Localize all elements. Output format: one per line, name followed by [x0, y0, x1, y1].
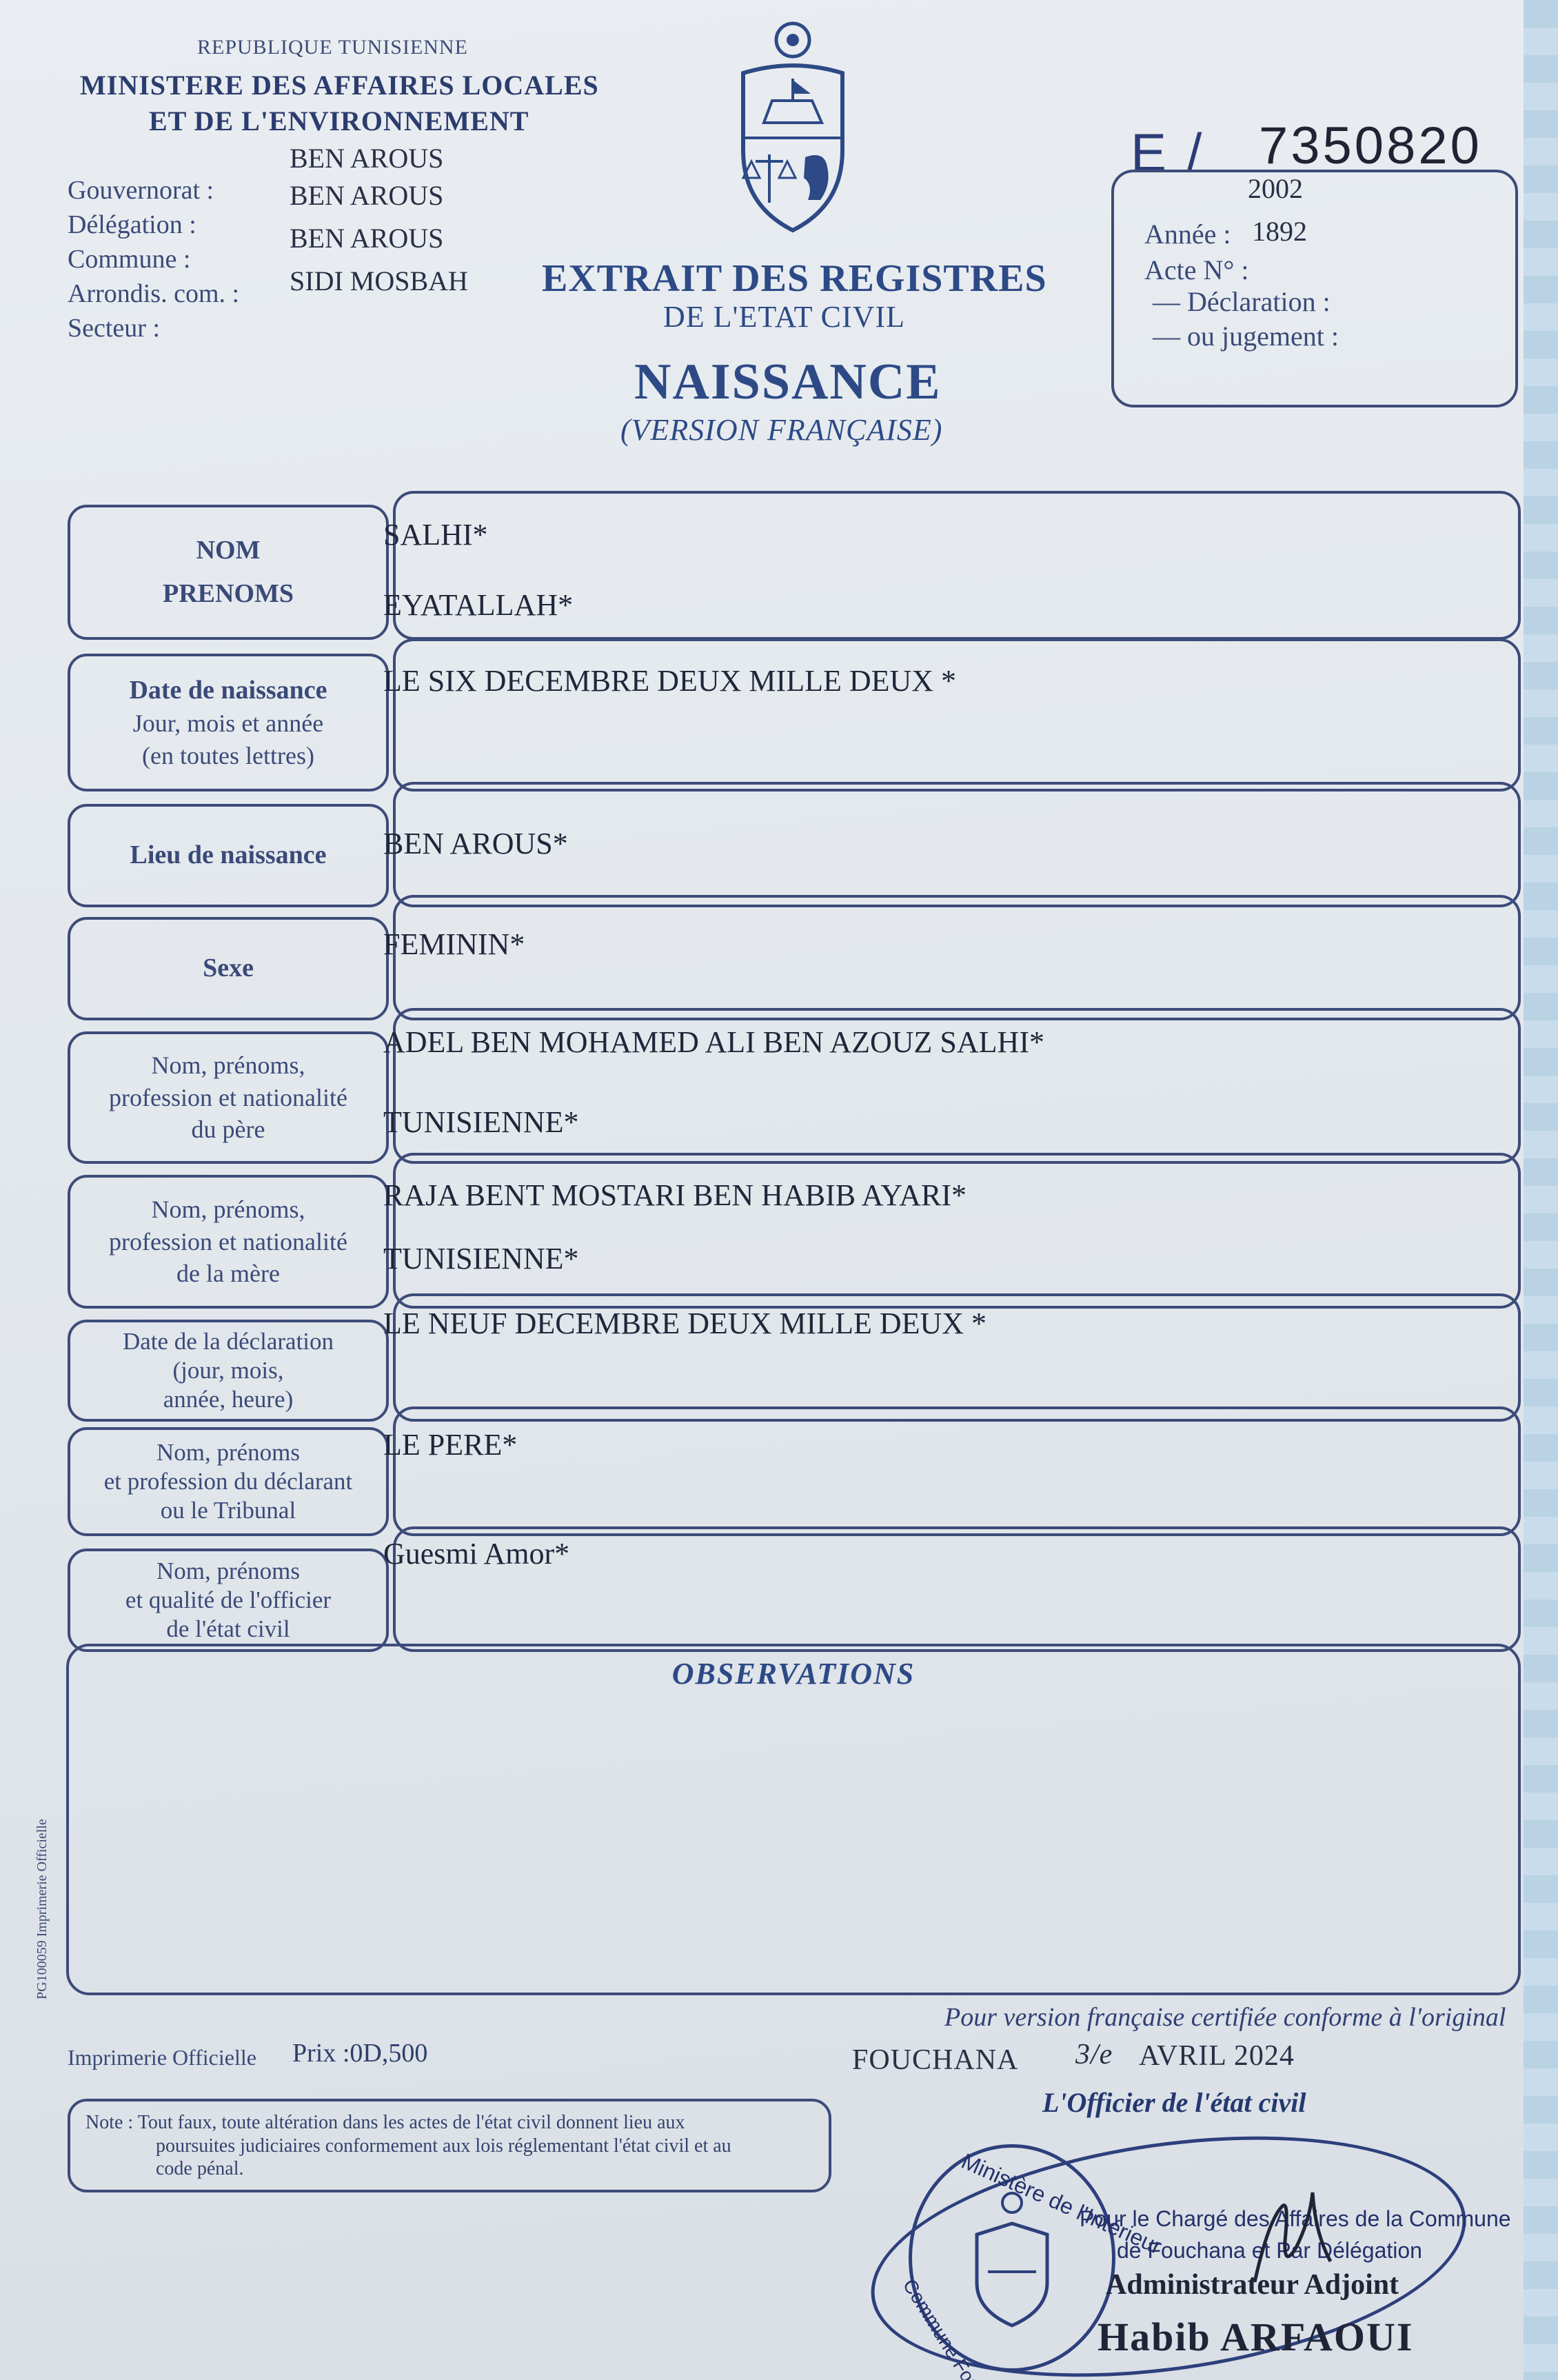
row-label-officer: [68, 1549, 389, 1652]
mother-label-1: Nom, prénoms,: [151, 1195, 305, 1223]
row-value-declarant: [393, 1406, 1521, 1536]
certified-label: Pour version française certifiée conforme à l'original: [944, 2003, 1506, 2032]
declaration-date-label-1: Date de la déclaration: [122, 1328, 334, 1355]
month-year-label: AVRIL 2024: [1139, 2040, 1295, 2072]
sex-value: FEMININ*: [383, 927, 525, 961]
legal-note-line1: Note : Tout faux, toute altération dans les actes de l'état civil donnent lieu aux: [85, 2112, 685, 2133]
row-label-birth-place: [68, 804, 389, 907]
father-label-3: du père: [191, 1116, 265, 1144]
declarant-label-2: et profession du déclarant: [103, 1468, 353, 1495]
republic-label: REPUBLIQUE TUNISIENNE: [197, 36, 468, 59]
declaration-date-label-3: année, heure): [163, 1386, 294, 1413]
father-name-value: ADEL BEN MOHAMED ALI BEN AZOUZ SALHI*: [383, 1025, 1044, 1059]
title-line2: DE L'ETAT CIVIL: [663, 300, 905, 334]
arrondissement-label: Arrondis. com. :: [68, 279, 240, 308]
officer-label-3: de l'état civil: [166, 1615, 290, 1642]
ministry-line2: ET DE L'ENVIRONNEMENT: [149, 105, 529, 137]
legal-note: [68, 2099, 831, 2192]
delegation-value: BEN AROUS: [290, 223, 444, 254]
row-label-declarant: [68, 1427, 389, 1536]
row-value-birth-date: [393, 638, 1521, 791]
row-label-father: [68, 1031, 389, 1164]
commune-label: Commune :: [68, 245, 191, 274]
declarant-value: LE PERE*: [383, 1428, 518, 1462]
officer-label-2: et qualité de l'officier: [125, 1586, 332, 1613]
officer-label-1: Nom, prénoms: [156, 1557, 301, 1584]
sex-label: Sexe: [203, 954, 254, 983]
declaration-date-label-2: (jour, mois,: [172, 1357, 284, 1384]
title-line1: EXTRAIT DES REGISTRES: [542, 257, 1047, 300]
birth-place-value: BEN AROUS*: [383, 827, 568, 860]
declarant-label-1: Nom, prénoms: [156, 1439, 301, 1466]
signature-icon: [1241, 2179, 1344, 2289]
reference-number: 7350820: [1259, 117, 1482, 175]
row-value-sex: [393, 895, 1521, 1020]
stamp-line1: Pour le Chargé des Affaires de la Commune: [1080, 2206, 1511, 2231]
signatory-name: Habib ARFAOUI: [1097, 2315, 1414, 2359]
acte-year-written: 2002: [1248, 173, 1303, 204]
delegation-label: Délégation :: [68, 210, 196, 239]
legal-note-line2: poursuites judiciaires conformement aux lois réglementant l'état civil et au: [156, 2135, 731, 2157]
place-label: FOUCHANA: [852, 2044, 1019, 2076]
officer-title-label: L'Officier de l'état civil: [1042, 2087, 1306, 2118]
mother-nationality-value: TUNISIENNE*: [383, 1242, 579, 1275]
annee-value: 1892: [1252, 216, 1307, 247]
row-label-sex: [68, 917, 389, 1020]
region-top: BEN AROUS: [290, 143, 444, 174]
mother-label-3: de la mère: [176, 1260, 280, 1288]
birth-place-label: Lieu de naissance: [130, 840, 327, 870]
observations-box: [66, 1644, 1521, 1995]
declaration-date-value: LE NEUF DECEMBRE DEUX MILLE DEUX *: [383, 1307, 987, 1340]
stamp-line2: de Fouchana et Par Délégation: [1117, 2238, 1422, 2263]
gouvernorat-value: BEN AROUS: [290, 180, 444, 211]
seal-ring-top-text: Ministère de l'Intérieur: [958, 2148, 1166, 2259]
row-label-declaration-date: [68, 1320, 389, 1422]
stamp-line3: Administrateur Adjoint: [1106, 2269, 1399, 2301]
reference-prefix: E /: [1131, 122, 1205, 183]
document-type-title: NAISSANCE: [634, 354, 942, 410]
paper-edge: [1524, 0, 1558, 2380]
gouvernorat-label: Gouvernorat :: [68, 176, 214, 205]
officer-value: Guesmi Amor*: [383, 1537, 570, 1571]
annee-label: Année :: [1144, 219, 1231, 250]
prenoms-value: EYATALLAH*: [383, 588, 574, 622]
declarant-label-3: ou le Tribunal: [160, 1497, 296, 1524]
row-label-birth-date: [68, 654, 389, 791]
acte-number-label: Acte N° :: [1144, 254, 1249, 285]
father-label-1: Nom, prénoms,: [151, 1051, 305, 1079]
jugement-label: — ou jugement :: [1153, 321, 1339, 352]
nom-label: NOM: [196, 535, 261, 565]
row-value-mother: [393, 1153, 1521, 1309]
father-label-2: profession et nationalité: [109, 1083, 347, 1111]
birth-date-sub2: (en toutes lettres): [142, 741, 314, 769]
price-label: Prix :0D,500: [292, 2039, 428, 2068]
birth-date-sub1: Jour, mois et année: [132, 709, 324, 737]
legal-note-line3: code pénal.: [156, 2158, 244, 2180]
observations-title: OBSERVATIONS: [671, 1657, 915, 1691]
declaration-label: — Déclaration :: [1153, 286, 1331, 317]
secteur-label: Secteur :: [68, 314, 161, 343]
birth-date-label: Date de naissance: [129, 675, 327, 705]
mother-label-2: profession et nationalité: [109, 1227, 347, 1255]
ministry-line1: MINISTERE DES AFFAIRES LOCALES: [80, 70, 599, 101]
birth-date-value: LE SIX DECEMBRE DEUX MILLE DEUX *: [383, 664, 957, 698]
imprimerie-side-label: PG100059 Imprimerie Officielle: [34, 1819, 50, 1999]
imprimerie-label: Imprimerie Officielle: [68, 2045, 256, 2070]
day-label: 3/e: [1075, 2039, 1113, 2070]
nom-value: SALHI*: [383, 518, 488, 552]
row-label-nom-prenoms: [68, 505, 389, 640]
prenoms-label: PRENOMS: [163, 579, 294, 608]
coat-of-arms-icon: [731, 19, 855, 240]
arrondissement-value: SIDI MOSBAH: [290, 265, 468, 296]
row-label-mother: [68, 1175, 389, 1309]
father-nationality-value: TUNISIENNE*: [383, 1105, 579, 1139]
version-label: (VERSION FRANÇAISE): [620, 413, 943, 447]
mother-name-value: RAJA BENT MOSTARI BEN HABIB AYARI*: [383, 1178, 967, 1212]
